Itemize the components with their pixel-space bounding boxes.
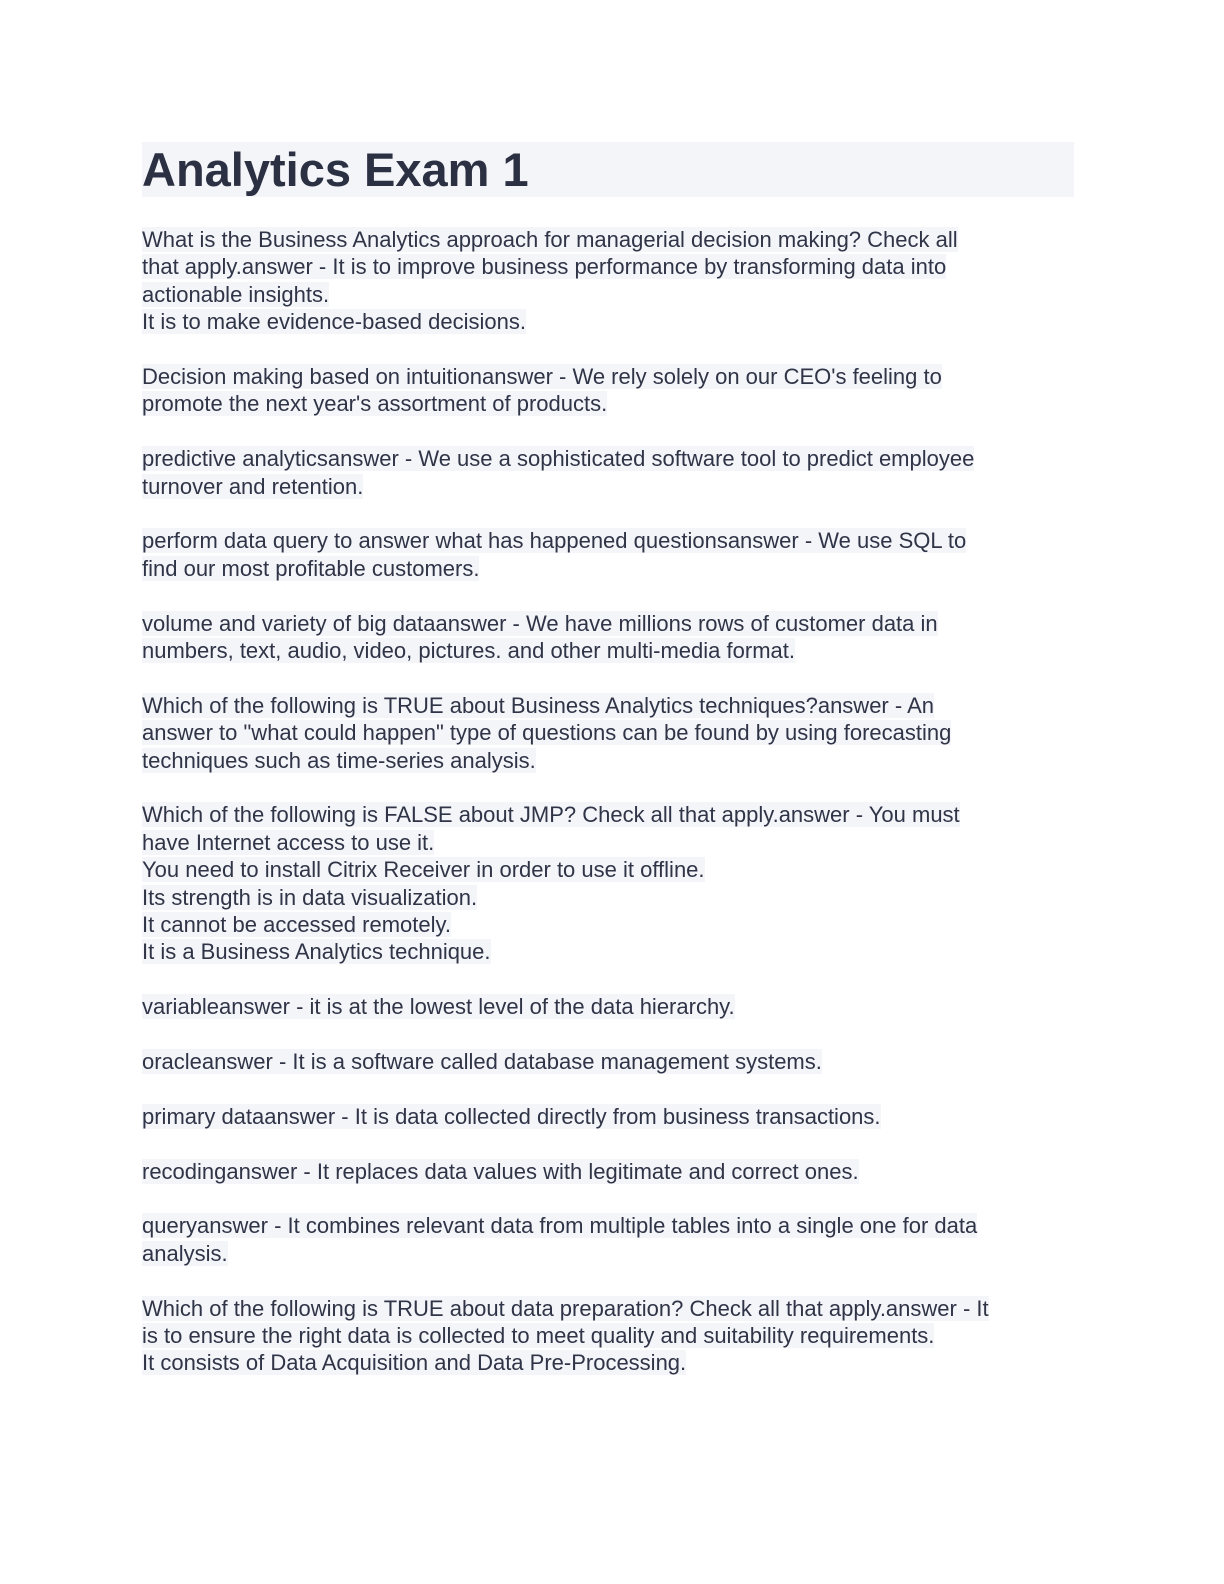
qa-line-text: promote the next year's assortment of products. xyxy=(142,391,608,417)
qa-line-text: perform data query to answer what has happened questionsanswer - We use SQL to xyxy=(142,528,967,554)
qa-line-text: You need to install Citrix Receiver in order to use it offline. xyxy=(142,857,705,883)
title-bar xyxy=(142,142,1074,197)
qa-line-text: turnover and retention. xyxy=(142,473,364,499)
qa-item xyxy=(142,1158,1074,1185)
qa-line-text: find our most profitable customers. xyxy=(142,555,480,581)
qa-line xyxy=(142,390,1074,417)
qa-line-text: What is the Business Analytics approach for managerial decision making? Check all xyxy=(142,227,958,252)
qa-line-text: It consists of Data Acquisition and Data Pre-Processing. xyxy=(142,1350,687,1376)
qa-item xyxy=(142,1103,1074,1130)
qa-line xyxy=(142,527,1074,554)
qa-line-text: analysis. xyxy=(142,1240,228,1266)
qa-line xyxy=(142,1048,1074,1075)
qa-line xyxy=(142,692,1074,719)
qa-line xyxy=(142,1240,1074,1267)
qa-line xyxy=(142,829,1074,856)
qa-line-text: that apply.answer - It is to improve business performance by transforming data into xyxy=(142,254,947,280)
qa-line-text: Which of the following is FALSE about JMP? Check all that apply.answer - You must xyxy=(142,802,960,828)
qa-line xyxy=(142,938,1074,965)
qa-line xyxy=(142,747,1074,774)
qa-line xyxy=(142,911,1074,938)
qa-line xyxy=(142,856,1074,883)
qa-line xyxy=(142,445,1074,472)
qa-line-text: It cannot be accessed remotely. xyxy=(142,912,451,938)
qa-line xyxy=(142,555,1074,582)
qa-line-text: numbers, text, audio, video, pictures. and other multi-media format. xyxy=(142,638,795,664)
qa-line-text: It is to make evidence-based decisions. xyxy=(142,309,526,335)
qa-line xyxy=(142,1212,1074,1239)
qa-line xyxy=(142,1158,1074,1185)
qa-item xyxy=(142,445,1074,500)
qa-item xyxy=(142,801,1074,965)
qa-line-text: volume and variety of big dataanswer - We have millions rows of customer data in xyxy=(142,610,938,636)
qa-line xyxy=(142,1322,1074,1349)
qa-line xyxy=(142,226,1074,253)
qa-line xyxy=(142,473,1074,500)
qa-line-text: queryanswer - It combines relevant data from multiple tables into a single one for data xyxy=(142,1213,978,1239)
qa-line xyxy=(142,253,1074,280)
qa-line-text: answer to "what could happen" type of questions can be found by using forecasting xyxy=(142,720,952,746)
qa-line-text: Which of the following is TRUE about Business Analytics techniques?answer - An xyxy=(142,692,934,718)
qa-item xyxy=(142,1295,1074,1377)
page-title: Analytics Exam 1 xyxy=(142,143,529,196)
qa-line xyxy=(142,993,1074,1020)
qa-line xyxy=(142,610,1074,637)
qa-item xyxy=(142,993,1074,1020)
qa-line-text: oracleanswer - It is a software called database management systems. xyxy=(142,1049,822,1075)
qa-line-text: primary dataanswer - It is data collected directly from business transactions. xyxy=(142,1103,881,1129)
qa-line-text: It is a Business Analytics technique. xyxy=(142,939,491,965)
qa-item xyxy=(142,610,1074,665)
qa-line-text: predictive analyticsanswer - We use a sophisticated software tool to predict employee xyxy=(142,446,975,472)
qa-line xyxy=(142,884,1074,911)
qa-line xyxy=(142,637,1074,664)
qa-line xyxy=(142,1295,1074,1322)
qa-line xyxy=(142,281,1074,308)
qa-item xyxy=(142,1212,1074,1267)
qa-list xyxy=(142,226,1074,1377)
qa-line-text: variableanswer - it is at the lowest level of the data hierarchy. xyxy=(142,994,735,1020)
qa-item xyxy=(142,527,1074,582)
qa-line-text: Its strength is in data visualization. xyxy=(142,884,478,910)
qa-line xyxy=(142,801,1074,828)
qa-line-text: Decision making based on intuitionanswer - We rely solely on our CEO's feeling to xyxy=(142,364,942,390)
qa-line xyxy=(142,363,1074,390)
document-page xyxy=(142,142,1074,1404)
qa-item xyxy=(142,692,1074,774)
qa-line xyxy=(142,1103,1074,1130)
qa-line-text: recodinganswer - It replaces data values with legitimate and correct ones. xyxy=(142,1158,859,1184)
qa-line-text: is to ensure the right data is collected to meet quality and suitability requirements. xyxy=(142,1323,935,1349)
qa-line xyxy=(142,719,1074,746)
qa-item xyxy=(142,1048,1074,1075)
qa-line xyxy=(142,1349,1074,1376)
qa-line xyxy=(142,308,1074,335)
qa-line-text: actionable insights. xyxy=(142,281,330,307)
qa-line-text: techniques such as time-series analysis. xyxy=(142,747,536,773)
qa-line-text: have Internet access to use it. xyxy=(142,829,435,855)
qa-item xyxy=(142,226,1074,336)
qa-item xyxy=(142,363,1074,418)
qa-line-text: Which of the following is TRUE about data preparation? Check all that apply.answer - It xyxy=(142,1295,989,1321)
